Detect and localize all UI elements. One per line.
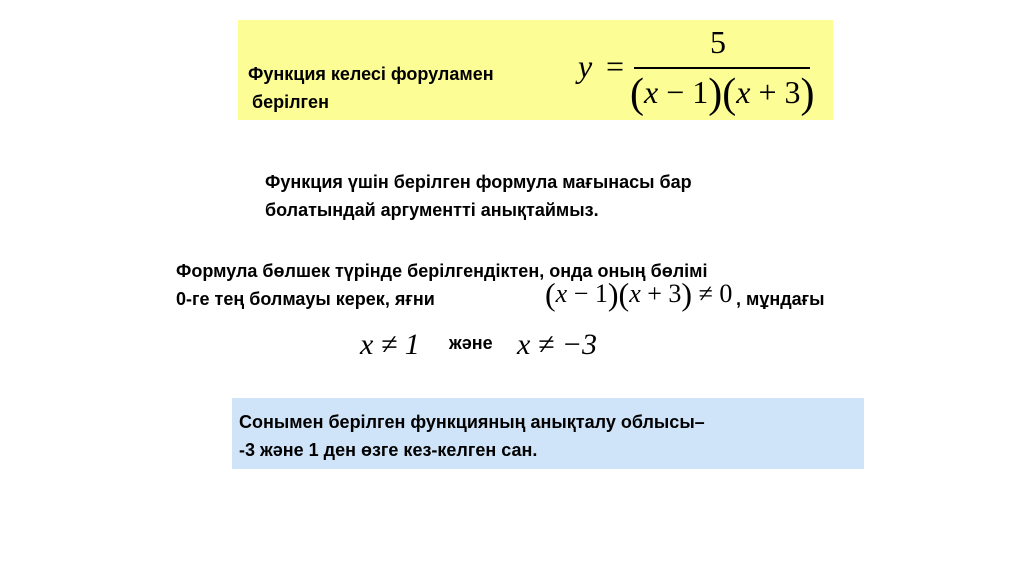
intro-text-line2: берілген	[252, 92, 329, 112]
paragraph2-suffix: , мұндағы	[736, 289, 825, 309]
conclusion-line2: -3 және 1 ден өзге кез-келген сан.	[239, 440, 538, 460]
paragraph1-line1: Функция үшін берілген формула мағынасы бар	[265, 172, 692, 192]
formula-numerator: 5	[710, 24, 726, 60]
paragraph2-line2: 0-ге тең болмауы керек, яғни	[176, 289, 435, 309]
inequality-first: x ≠ 1	[360, 328, 420, 361]
inequality-second: x ≠ −3	[517, 328, 598, 361]
paragraph2-line1: Формула бөлшек түрінде берілгендіктен, онда оның бөлімі	[176, 261, 708, 281]
denominator-condition: (x − 1)(x + 3) ≠ 0	[545, 276, 733, 312]
conjunction-and: және	[449, 333, 493, 353]
formula-lhs: y	[578, 48, 593, 84]
fraction-bar	[634, 67, 810, 69]
paragraph1-line2: болатындай аргументті анықтаймыз.	[265, 200, 599, 220]
formula-denominator: (x − 1)(x + 3)	[630, 71, 815, 117]
formula-equals: =	[606, 48, 625, 84]
intro-text-line1: Функция келесі форуламен	[248, 64, 494, 84]
conclusion-line1: Сонымен берілген функцияның анықталу облысы–	[239, 412, 705, 432]
